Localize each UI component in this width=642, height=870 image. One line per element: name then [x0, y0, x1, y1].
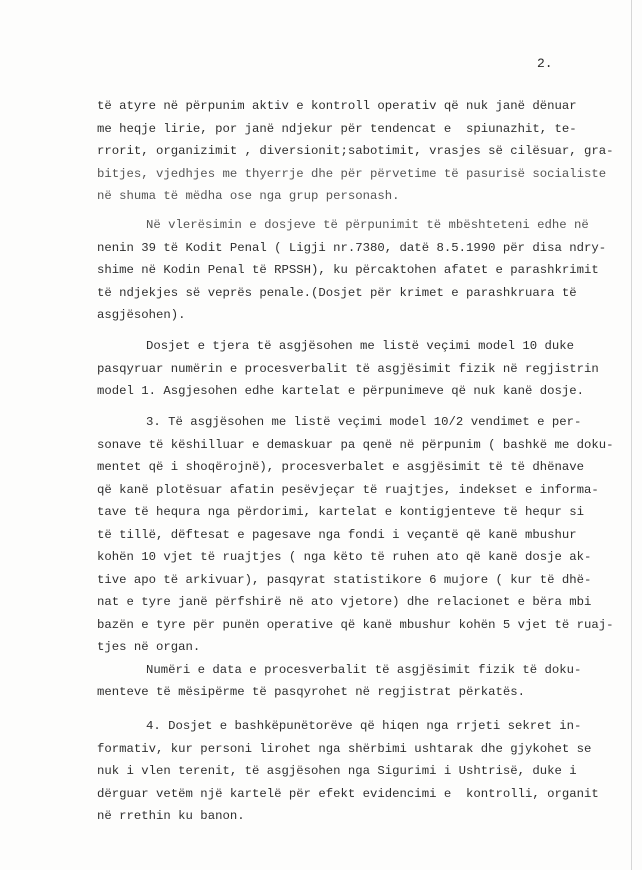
text-line: mentet që i shoqërojnë), procesverbalet e asgjësimit të të dhënave: [97, 460, 585, 474]
text-line: në shuma të mëdha ose nga grup personash.: [97, 189, 400, 203]
text-line: nuk i vlen terenit, të asgjësohen nga Sigurimi i Ushtrisë, duke i: [97, 764, 577, 778]
text-line: nat e tyre janë përfshirë në ato vjetore) dhe relacionet e bëra mbi: [97, 595, 592, 609]
text-line: shime në Kodin Penal të RPSSH), ku përcaktohen afatet e parashkrimit: [97, 263, 599, 277]
paragraph-3: [97, 335, 627, 403]
text-line: tive apo të arkivuar), pasqyrat statistikore 6 mujore ( kur të dhë-: [97, 572, 592, 587]
text-line: të ndjekjes së veprës penale.(Dosjet për krimet e parashkruara të: [97, 285, 577, 300]
text-line: Dosjet e tjera të asgjësohen me listë veçimi model 10 duke: [146, 339, 575, 353]
text-line: sonave të këshilluar e demaskuar pa qenë në përpunim ( bashkë me doku-: [97, 437, 614, 452]
text-line: që kanë plotësuar afatin pesëvjeçar të ruajtjes, indekset e informa-: [97, 482, 599, 497]
text-line: 4. Dosjet e bashkëpunëtorëve që hiqen nga rrjeti sekret in-: [146, 719, 582, 733]
page-edge-line: [631, 0, 632, 870]
paragraph-6-item-4: [97, 715, 627, 828]
text-line: rrorit, organizimit , diversionit;sabotimit, vrasjes së cilësuar, gra-: [97, 144, 614, 158]
text-line: bitjes, vjedhjes me thyerrje dhe për përvetime të pasurisë socialiste: [97, 166, 607, 181]
paragraph-4-item-3: [97, 411, 627, 704]
text-line: bazën e tyre për punën operative që kanë mbushur kohën 5 vjet të ruaj-: [97, 617, 614, 632]
text-line: pasqyruar numërin e procesverbalit të asgjësimit fizik në regjistrin: [97, 361, 599, 376]
text-line: të atyre në përpunim aktiv e kontroll operativ që nuk janë dënuar: [97, 99, 577, 113]
text-line: të tillë, dëftesat e pagesave nga fondi i veçantë që kanë mbushur: [97, 527, 577, 542]
text-line: 3. Të asgjësohen me listë veçimi model 10/2 vendimet e per-: [146, 415, 582, 429]
text-line: me heqje lirie, por janë ndjekur për tendencat e spiunazhit, te-: [97, 121, 577, 136]
text-line: asgjësohen).: [97, 308, 186, 322]
text-line: model 1. Asgjesohen edhe kartelat e përpunimeve që nuk kanë dosje.: [97, 384, 585, 398]
text-line: Numëri e data e procesverbalit të asgjësimit fizik të doku-: [146, 662, 582, 677]
text-line: menteve të mësipërme të pasqyrohet në regjistrat përkatës.: [97, 685, 526, 699]
paragraph-1: [97, 95, 627, 208]
paragraph-2: [97, 214, 627, 327]
text-line: Në vlerësimin e dosjeve të përpunimit të mbështeteni edhe në: [146, 218, 589, 232]
text-line: dërguar vetëm një kartelë për efekt evidencimi e kontrolli, organit: [97, 786, 599, 801]
text-line: në rrethin ku banon.: [97, 809, 245, 823]
text-line: tave të hequra nga përdorimi, kartelat e kontigjenteve të hequr si: [97, 505, 585, 519]
page-number: 2.: [537, 56, 553, 71]
text-line: kohën 10 vjet të ruajtjes ( nga këto të ruhen ato që kanë dosje ak-: [97, 550, 592, 564]
text-line: tjes në organ.: [97, 640, 201, 654]
text-line: nenin 39 të Kodit Penal ( Ligji nr.7380, datë 8.5.1990 për disa ndry-: [97, 240, 607, 255]
text-line: formativ, kur personi lirohet nga shërbimi ushtarak dhe gjykohet se: [97, 741, 592, 756]
